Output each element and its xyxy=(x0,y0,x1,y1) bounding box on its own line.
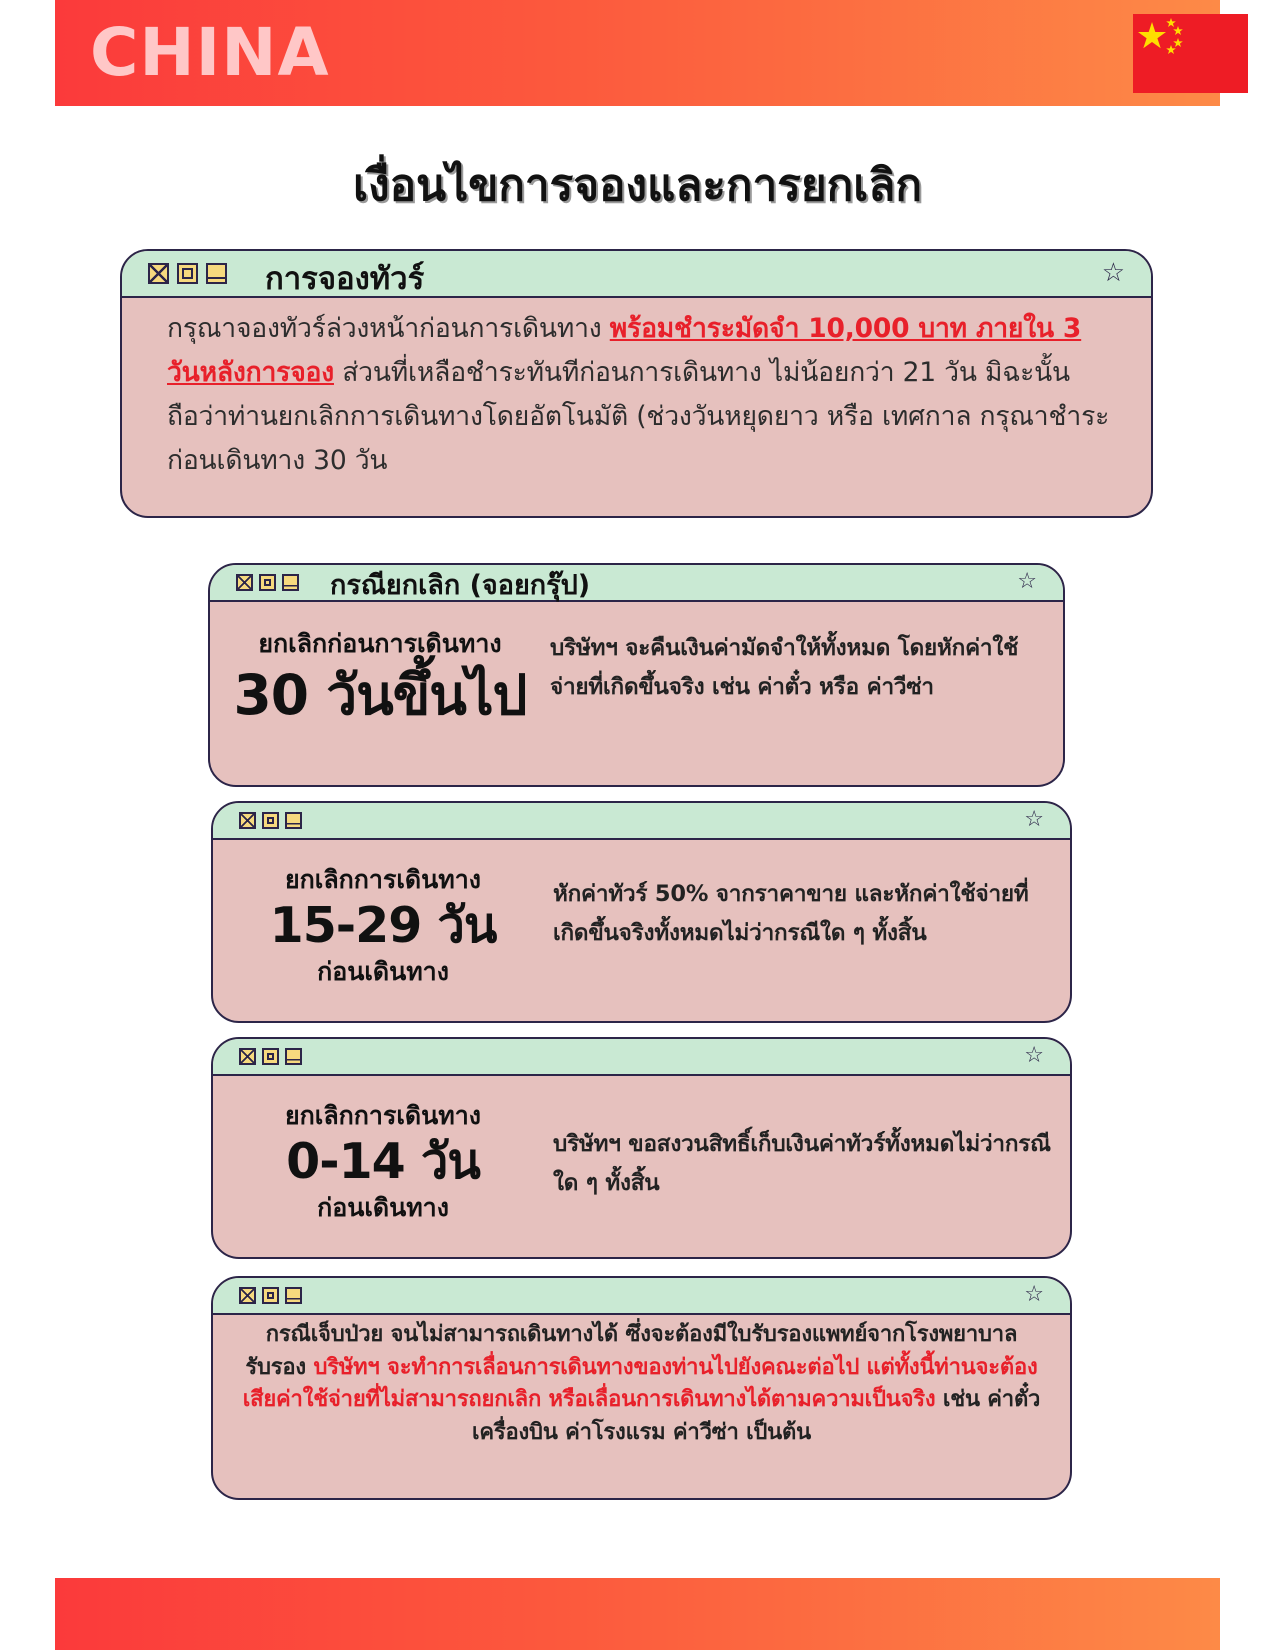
window-controls xyxy=(148,263,227,284)
cancel-policy-0-14: บริษัทฯ ขอสงวนสิทธิ์เก็บเงินค่าทัวร์ทั้งหมดไม่ว่ากรณีใด ๆ ทั้งสิ้น xyxy=(553,1131,1051,1196)
cancel-titlebar xyxy=(213,1039,1070,1076)
window-controls xyxy=(239,1048,302,1065)
illness-policy-text xyxy=(241,1319,1042,1449)
window-controls xyxy=(239,1287,302,1304)
brand-title: CHINA xyxy=(90,14,330,91)
cancel-policy-15-29: หักค่าทัวร์ 50% จากราคาขาย และหักค่าใช้จ่ายที่เกิดขึ้นจริงทั้งหมดไม่ว่ากรณีใด ๆ ทั้งสิ้น xyxy=(553,881,1029,946)
cancel-policy-30: บริษัทฯ จะคืนเงินค่ามัดจำให้ทั้งหมด โดยหักค่าใช้จ่ายที่เกิดขึ้นจริง เช่น ค่าตั๋ว หรือ ค่าวีซ่า xyxy=(550,635,1019,700)
illness-titlebar xyxy=(213,1278,1070,1315)
close-box-icon xyxy=(239,812,256,829)
booking-heading: การจองทัวร์ xyxy=(265,261,425,297)
illness-text-part-1: กรณีเจ็บป่วย จนไม่สามารถเดินทางได้ ซึ่งจะต้องมีใบรับรองแพทย์จากโรงพยาบาลรับรอง xyxy=(245,1322,1018,1380)
cancel-period-label: ยกเลิกก่อนการเดินทาง xyxy=(258,629,502,658)
booking-text-part-1: กรุณาจองทัวร์ล่วงหน้าก่อนการเดินทาง xyxy=(167,313,610,344)
booking-text-part-2: ส่วนที่เหลือชำระทันทีก่อนการเดินทาง ไม่น้อยกว่า 21 วัน มิฉะนั้น ถือว่าท่านยกเลิกการเดินทางโดยอัตโนมัติ (ช่วงวันหยุดยาว หรือ เทศกาล กรุณาชำระก่อนเดินทาง 30 วัน xyxy=(167,357,1110,476)
cancel-period-days: 15-29 วัน xyxy=(269,897,497,954)
star-icon: ☆ xyxy=(1024,807,1044,832)
close-box-icon xyxy=(236,574,253,591)
top-banner xyxy=(55,0,1220,106)
cancel-period-label: ยกเลิกการเดินทาง xyxy=(285,1101,481,1130)
cancel-titlebar xyxy=(210,565,1063,602)
booking-card xyxy=(120,249,1153,518)
booking-text xyxy=(167,307,1117,483)
star-icon: ☆ xyxy=(1017,569,1037,594)
window-controls xyxy=(239,812,302,829)
minimize-box-icon xyxy=(285,1048,302,1065)
cancel-period-label: ยกเลิกการเดินทาง xyxy=(285,865,481,894)
cancel-heading: กรณียกเลิก (จอยกรุ๊ป) xyxy=(330,570,591,601)
minimize-box-icon xyxy=(282,574,299,591)
illness-text-part-2: เช่น ค่าตั๋วเครื่องบิน ค่าโรงแรม ค่าวีซ่า เป็นต้น xyxy=(472,1387,1041,1445)
cancel-card-0-14-days xyxy=(211,1037,1072,1259)
maximize-box-icon xyxy=(262,1287,279,1304)
cancel-period-30 xyxy=(210,629,550,731)
cancel-card-15-29-days xyxy=(211,801,1072,1023)
cancel-titlebar xyxy=(213,803,1070,840)
cancel-period-15-29 xyxy=(213,863,553,989)
star-icon: ☆ xyxy=(1101,258,1125,288)
star-icon: ☆ xyxy=(1024,1043,1044,1068)
illness-card xyxy=(211,1276,1072,1500)
cancel-period-sub: ก่อนเดินทาง xyxy=(317,957,449,986)
booking-deposit-highlight: พร้อมชำระมัดจำ 10,000 บาท ภายใน 3 วันหลังการจอง xyxy=(167,313,1082,388)
bottom-banner xyxy=(55,1578,1220,1650)
close-box-icon xyxy=(239,1048,256,1065)
maximize-box-icon xyxy=(262,812,279,829)
illness-postpone-highlight: บริษัทฯ จะทำการเลื่อนการเดินทางของท่านไปยังคณะต่อไป แต่ทั้งนี้ท่านจะต้องเสียค่าใช้จ่ายที่ไม่สามารถยกเลิก หรือเลื่อนการเดินทางได้ตามความเป็นจริง xyxy=(242,1354,1038,1412)
cancel-period-sub: ก่อนเดินทาง xyxy=(317,1193,449,1222)
cancel-period-days: 0-14 วัน xyxy=(286,1133,480,1190)
page-title: เงื่อนไขการจองและการยกเลิก xyxy=(353,160,922,211)
cancel-card-30-days xyxy=(208,563,1065,787)
china-flag-icon xyxy=(1133,14,1248,93)
minimize-box-icon xyxy=(285,812,302,829)
maximize-box-icon xyxy=(259,574,276,591)
cancel-period-days: 30 วันขึ้นไป xyxy=(233,663,527,727)
minimize-box-icon xyxy=(285,1287,302,1304)
cancel-period-0-14 xyxy=(213,1099,553,1225)
minimize-box-icon xyxy=(206,263,227,284)
maximize-box-icon xyxy=(177,263,198,284)
close-box-icon xyxy=(239,1287,256,1304)
star-icon: ☆ xyxy=(1024,1282,1044,1307)
window-controls xyxy=(236,574,299,591)
close-box-icon xyxy=(148,263,169,284)
maximize-box-icon xyxy=(262,1048,279,1065)
booking-titlebar xyxy=(122,251,1151,298)
